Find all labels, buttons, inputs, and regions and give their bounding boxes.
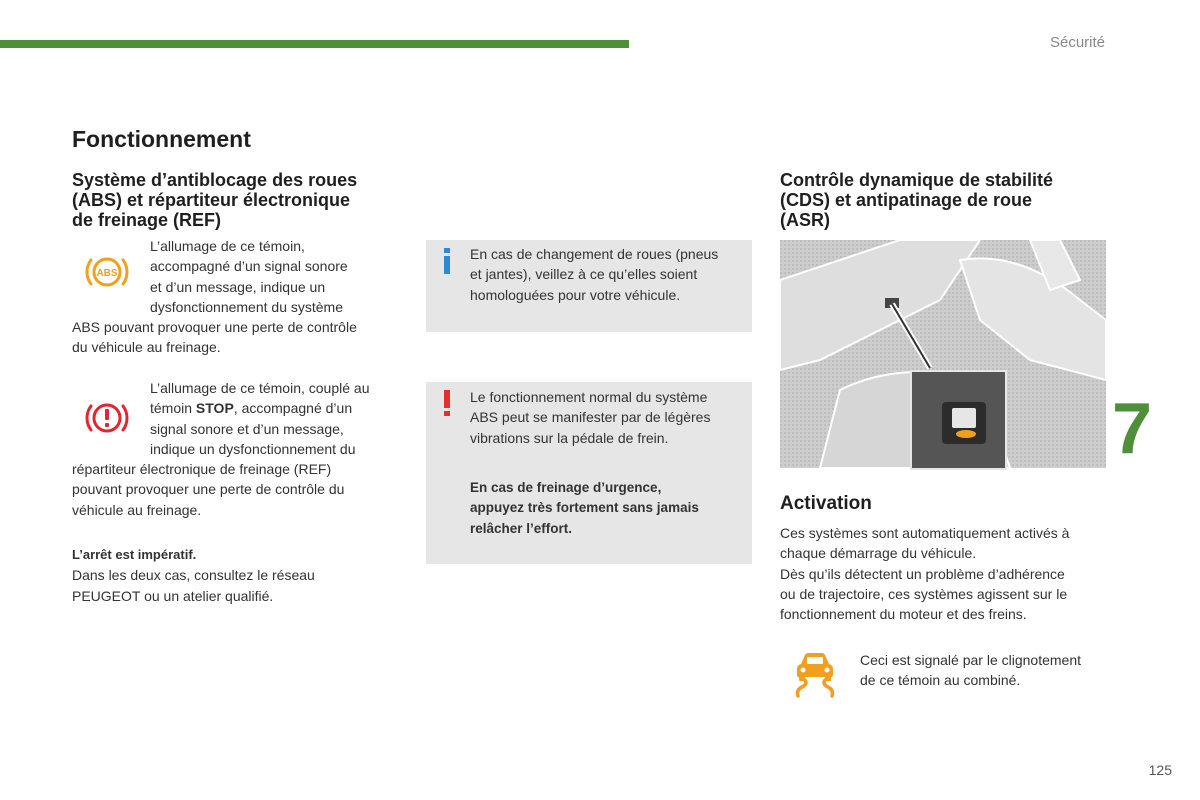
- ref-text-wrap: répartiteur électronique de freinage (REF) pouvant provoquer une perte de contrôle du véhicule au freinage.: [72, 461, 345, 518]
- abs-heading: Système d’antiblocage des roues (ABS) et répartiteur électronique de freinage (REF): [72, 170, 358, 230]
- ref-stop-line: témoin STOP, accompagné d’un: [150, 400, 353, 417]
- abs-icon-label: ABS: [96, 268, 118, 279]
- cds-heading: Contrôle dynamique de stabilité (CDS) et antipatinage de roue (ASR): [780, 170, 1054, 230]
- abs-warning-icon: [82, 250, 132, 294]
- info-text: En cas de changement de roues (pneus et jantes), veillez à ce qu’elles soient homologuées pour votre véhicule.: [470, 246, 719, 303]
- page-title: Fonctionnement: [72, 126, 251, 152]
- ref-text-indented: L’allumage de ce témoin, couplé au témoin STOP, accompagné d’un signal sonore et d’un message, indique un dysfonctionnement du: [150, 380, 370, 457]
- warning-text: Le fonctionnement normal du système ABS peut se manifester par de légères vibrations sur la pédale de frein.: [470, 389, 711, 446]
- imperative-note: L’arrêt est impératif. Dans les deux cas, consultez le réseau PEUGEOT ou un atelier qualifié.: [72, 547, 315, 604]
- section-label: Sécurité: [1049, 34, 1105, 51]
- header-accent-bar: [0, 40, 629, 48]
- brake-warning-icon: [82, 396, 132, 440]
- activation-title: Activation: [780, 493, 872, 514]
- page-number: 125: [1148, 762, 1172, 778]
- esp-warning-icon: [792, 650, 838, 698]
- abs-text-indented: L’allumage de ce témoin, accompagné d’un signal sonore et d’un message, indique un dysfonctionnement du système: [150, 238, 348, 315]
- activation-text: Ces systèmes sont automatiquement activés à chaque démarrage du véhicule. Dès qu’ils détectent un problème d’adhérence ou de trajectoire, ces systèmes agissent sur le fonctionnement du moteur et des freins.: [780, 525, 1070, 623]
- asr-button-inset: [910, 370, 1007, 470]
- abs-text-wrap: ABS pouvant provoquer une perte de contrôle du véhicule au freinage.: [72, 319, 357, 356]
- asr-button-drawing: [912, 372, 1005, 468]
- signal-text: Ceci est signalé par le clignotement de ce témoin au combiné.: [860, 652, 1082, 689]
- warning-icon: [438, 388, 456, 418]
- info-icon: [438, 246, 456, 276]
- chapter-number: 7: [1111, 389, 1152, 469]
- warning-emphasis: En cas de freinage d’urgence, appuyez très fortement sans jamais relâcher l’effort.: [470, 480, 699, 536]
